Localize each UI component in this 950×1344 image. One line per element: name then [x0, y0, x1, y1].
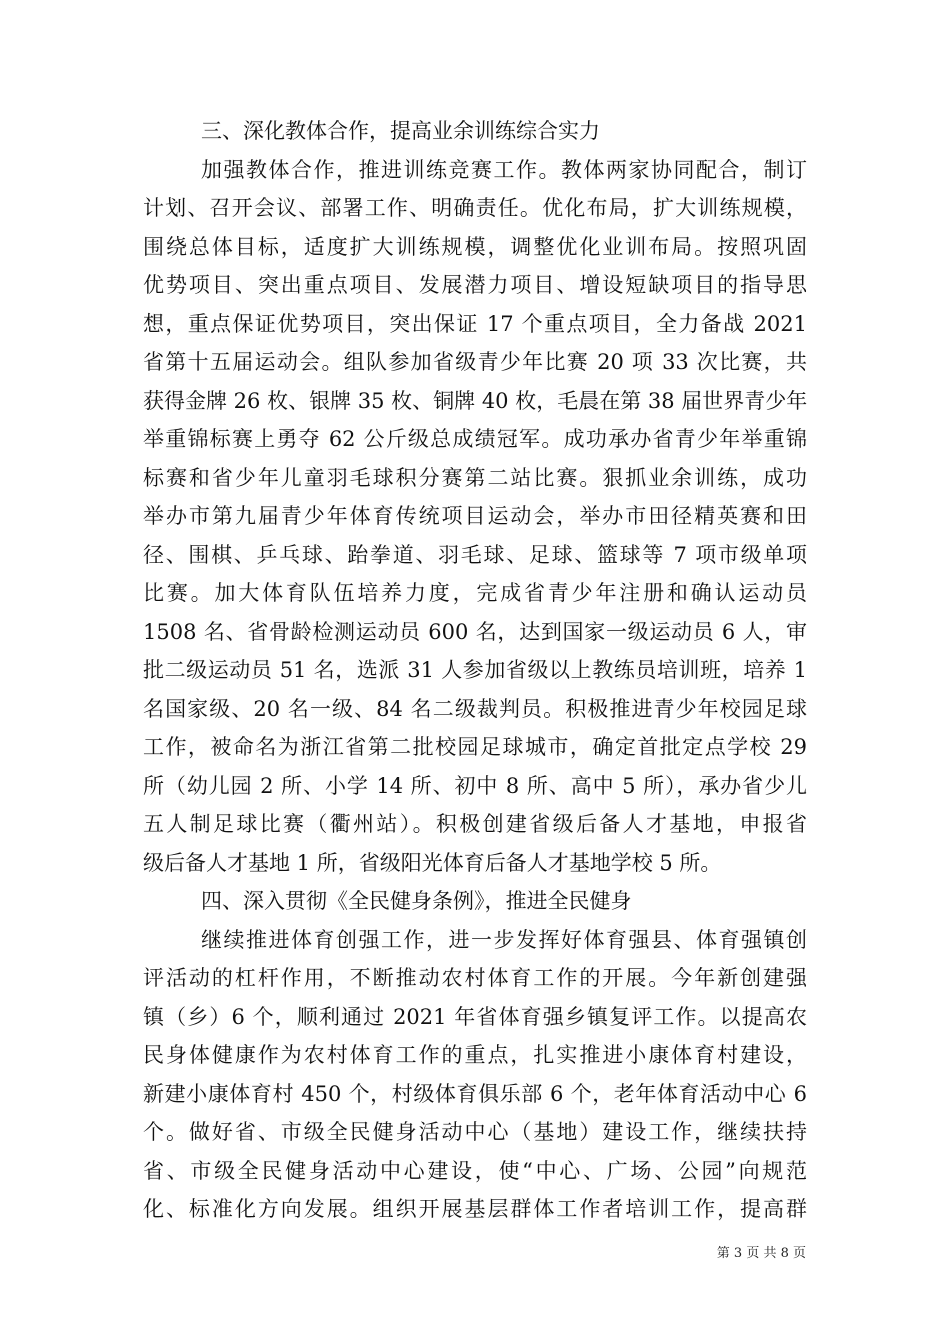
- paragraph-line: 1508 名、省骨龄检测运动员 600 名，达到国家一级运动员 6 人，审: [143, 619, 807, 644]
- paragraph-line: 级后备人才基地 1 所，省级阳光体育后备人才基地学校 5 所。: [143, 850, 722, 875]
- paragraph-line: 径、围棋、乒乓球、跆拳道、羽毛球、足球、篮球等 7 项市级单项: [143, 542, 807, 567]
- section-heading-3: 三、深化教体合作，提高业余训练综合实力: [201, 119, 600, 143]
- paragraph-line: 名国家级、20 名一级、84 名二级裁判员。积极推进青少年校园足球: [143, 696, 807, 721]
- paragraph-line: 五人制足球比赛（衢州站）。积极创建省级后备人才基地，申报省: [143, 812, 807, 836]
- paragraph-line: 工作，被命名为浙江省第二批校园足球城市，确定首批定点学校 29: [143, 735, 807, 759]
- paragraph-line: 评活动的杠杆作用，不断推动农村体育工作的开展。今年新创建强: [143, 966, 807, 990]
- paragraph-line: 化、标准化方向发展。组织开展基层群体工作者培训工作，提高群: [143, 1197, 807, 1221]
- paragraph-line: 想，重点保证优势项目，突出保证 17 个重点项目，全力备战 2021: [143, 311, 807, 336]
- paragraph-line: 优势项目、突出重点项目、发展潜力项目、增设短缺项目的指导思: [143, 273, 807, 297]
- paragraph-line: 继续推进体育创强工作，进一步发挥好体育强县、体育强镇创: [201, 927, 807, 952]
- paragraph-line: 围绕总体目标，适度扩大训练规模，调整优化业训布局。按照巩固: [143, 234, 807, 259]
- paragraph-line: 个。做好省、市级全民健身活动中心（基地）建设工作，继续扶持: [143, 1120, 807, 1144]
- paragraph-line: 民身体健康作为农村体育工作的重点，扎实推进小康体育村建设，: [143, 1043, 807, 1067]
- paragraph-line: 镇（乡）6 个，顺利通过 2021 年省体育强乡镇复评工作。以提高农: [143, 1004, 807, 1029]
- paragraph-line: 计划、召开会议、部署工作、明确责任。优化布局，扩大训练规模，: [143, 196, 807, 220]
- paragraph-line: 所（幼儿园 2 所、小学 14 所、初中 8 所、高中 5 所），承办省少儿: [143, 773, 807, 798]
- paragraph-line: 新建小康体育村 450 个，村级体育俱乐部 6 个，老年体育活动中心 6: [143, 1081, 807, 1106]
- paragraph-line: 获得金牌 26 枚、银牌 35 枚、铜牌 40 枚，毛晨在第 38 届世界青少年: [143, 388, 808, 413]
- paragraph-line: 举办市第九届青少年体育传统项目运动会，举办市田径精英赛和田: [143, 504, 807, 528]
- paragraph-line: 批二级运动员 51 名，选派 31 人参加省级以上教练员培训班，培养 1: [143, 658, 807, 682]
- section-heading-4: 四、深入贯彻《全民健身条例》，推进全民健身: [201, 889, 632, 913]
- paragraph-line: 比赛。加大体育队伍培养力度，完成省青少年注册和确认运动员: [143, 581, 807, 605]
- paragraph-line: 加强教体合作，推进训练竞赛工作。教体两家协同配合，制订: [201, 157, 807, 182]
- document-body: [143, 112, 807, 1229]
- page-number: 第 3 页 共 8 页: [716, 1246, 806, 1261]
- paragraph-line: 标赛和省少年儿童羽毛球积分赛第二站比赛。狠抓业余训练，成功: [143, 465, 807, 490]
- paragraph-line: 举重锦标赛上勇夺 62 公斤级总成绩冠军。成功承办省青少年举重锦: [143, 427, 807, 451]
- paragraph-line: 省第十五届运动会。组队参加省级青少年比赛 20 项 33 次比赛，共: [143, 350, 807, 374]
- paragraph-line: 省、市级全民健身活动中心建设，使“中心、广场、公园”向规范: [143, 1158, 807, 1183]
